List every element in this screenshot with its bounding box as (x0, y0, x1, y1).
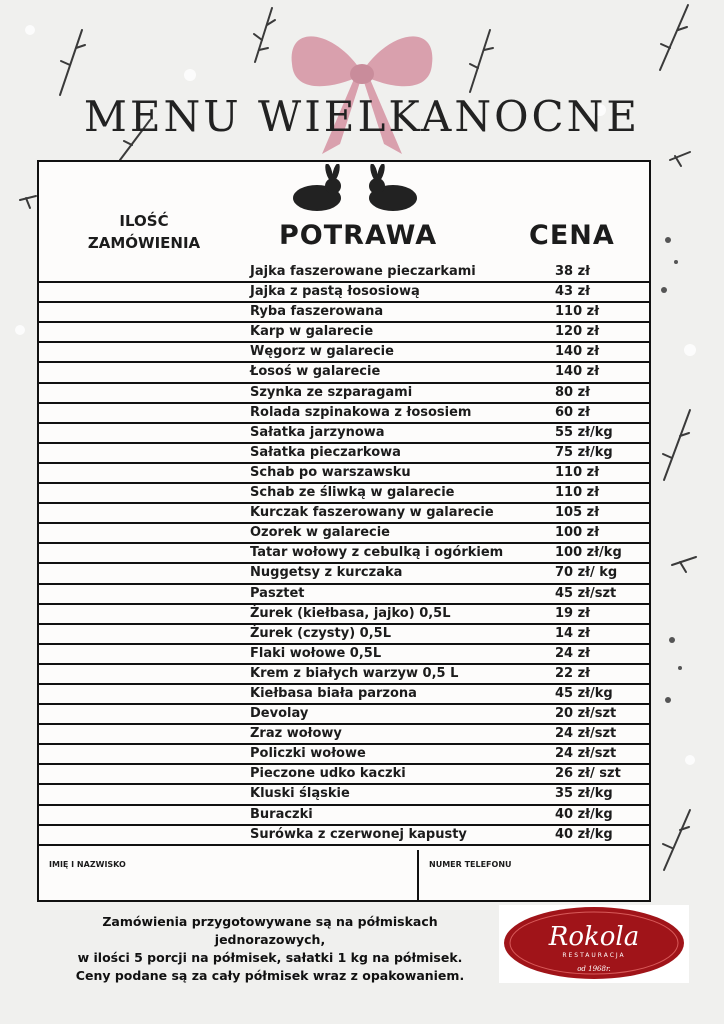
dish-name: Kluski śląskie (250, 786, 350, 802)
dish-price: 24 zł/szt (555, 746, 617, 762)
note-line: Zamówienia przygotowywane są na półmiskach (102, 914, 438, 929)
dish-price: 20 zł/szt (555, 706, 617, 722)
note-line: Ceny podane są za cały półmisek wraz z opakowaniem. (75, 968, 465, 983)
dish-price: 19 zł (555, 605, 591, 621)
table-row (39, 625, 649, 645)
dish-price: 140 zł (555, 344, 600, 360)
table-row (39, 424, 649, 444)
dish-price: 100 zł/kg (555, 545, 622, 561)
dish-price: 45 zł/kg (555, 685, 613, 701)
dish-name: Tatar wołowy z cebulką i ogórkiem (250, 545, 504, 561)
dish-name: Schab ze śliwką w galarecie (250, 485, 455, 501)
dish-name: Policzki wołowe (250, 746, 366, 762)
menu-table (39, 263, 649, 846)
dish-name: Devolay (250, 706, 309, 722)
dish-name: Karp w galarecie (250, 324, 374, 340)
dish-price: 40 zł/kg (555, 826, 613, 842)
dish-name: Ryba faszerowana (250, 304, 384, 320)
table-row (39, 765, 649, 785)
dish-name: Surówka z czerwonej kapusty (250, 826, 467, 842)
table-row (39, 745, 649, 765)
bunny-icon (289, 164, 347, 212)
dish-name: Buraczki (250, 806, 313, 822)
dish-name: Żurek (czysty) 0,5L (250, 625, 391, 641)
order-note (40, 913, 500, 985)
dish-price: 38 zł (555, 264, 591, 279)
dish-name: Węgorz w galarecie (250, 344, 394, 360)
table-row (39, 605, 649, 625)
table-row (39, 645, 649, 665)
dish-price: 75 zł/kg (555, 444, 613, 460)
dish-price: 80 zł (555, 384, 591, 400)
table-row (39, 323, 649, 343)
table-row (39, 444, 649, 464)
dish-price: 60 zł (555, 404, 591, 420)
dish-name: Sałatka jarzynowa (250, 424, 385, 440)
table-row (39, 564, 649, 584)
menu-sheet (37, 160, 651, 902)
dish-price: 43 zł (555, 284, 591, 300)
dish-name: Flaki wołowe 0,5L (250, 645, 382, 661)
table-row (39, 785, 649, 805)
dish-price: 140 zł (555, 364, 600, 380)
dish-price: 24 zł (555, 645, 591, 661)
note-line: w ilości 5 porcji na półmisek, sałatki 1 kg na półmisek. (77, 950, 463, 965)
dish-price: 105 zł (555, 505, 600, 521)
quantity-column-header: ILOŚĆ ZAMÓWIENIA (87, 212, 201, 252)
dish-name: Ozorek w galarecie (250, 525, 390, 541)
table-row (39, 705, 649, 725)
dish-price: 24 zł/szt (555, 726, 617, 742)
dish-name: Kiełbasa biała parzona (250, 685, 417, 701)
page-title: MENU WIELKANOCNE (83, 92, 641, 141)
dish-price: 100 zł (555, 525, 600, 541)
dish-price: 40 zł/kg (555, 806, 613, 822)
phone-field-label: NUMER TELEFONU (429, 860, 512, 869)
dish-column-header: POTRAWA (279, 220, 438, 251)
dish-name: Łosoś w galarecie (250, 364, 381, 380)
dish-name: Rolada szpinakowa z łososiem (250, 404, 472, 420)
dish-name: Jajka faszerowane pieczarkami (250, 264, 476, 279)
note-line: jednorazowych, (214, 932, 326, 947)
table-row (39, 806, 649, 826)
table-row (39, 283, 649, 303)
dish-price: 22 zł (555, 665, 591, 681)
dish-name: Żurek (kiełbasa, jajko) 0,5L (250, 605, 451, 621)
price-column-header: CENA (529, 220, 615, 251)
table-row (39, 343, 649, 363)
table-row (39, 725, 649, 745)
dish-price: 14 zł (555, 625, 591, 641)
table-row (39, 685, 649, 705)
dish-name: Szynka ze szparagami (250, 384, 413, 400)
dish-price: 110 zł (555, 464, 600, 480)
dish-price: 110 zł (555, 485, 600, 501)
table-row (39, 524, 649, 544)
table-row (39, 544, 649, 564)
table-row (39, 263, 649, 283)
dish-name: Zraz wołowy (250, 726, 342, 742)
dish-name: Pieczone udko kaczki (250, 766, 406, 782)
table-row (39, 484, 649, 504)
dish-price: 110 zł (555, 304, 600, 320)
order-form (39, 850, 649, 900)
dish-price: 70 zł/ kg (555, 565, 618, 581)
table-row (39, 826, 649, 846)
dish-price: 35 zł/kg (555, 786, 613, 802)
table-row (39, 303, 649, 323)
dish-name: Schab po warszawsku (250, 464, 411, 480)
dish-name: Sałatka pieczarkowa (250, 444, 401, 460)
logo-since: od 1968r. (577, 965, 611, 973)
bunny-icon (363, 164, 421, 212)
table-row (39, 504, 649, 524)
dish-name: Jajka z pastą łososiową (250, 284, 420, 300)
logo-tagline: RESTAURACJA (562, 952, 626, 959)
dish-price: 45 zł/szt (555, 585, 617, 601)
table-row (39, 585, 649, 605)
dish-name: Kurczak faszerowany w galarecie (250, 505, 494, 521)
dish-price: 120 zł (555, 324, 600, 340)
dish-price: 26 zł/ szt (555, 766, 621, 782)
dish-name: Pasztet (250, 585, 305, 601)
logo-name: Rokola (548, 922, 640, 952)
table-row (39, 363, 649, 383)
dish-name: Krem z białych warzyw 0,5 L (250, 665, 459, 681)
form-divider (417, 850, 419, 900)
table-row (39, 384, 649, 404)
table-row (39, 464, 649, 484)
dish-price: 55 zł/kg (555, 424, 613, 440)
dish-name: Nuggetsy z kurczaka (250, 565, 403, 581)
name-field-label: IMIĘ I NAZWISKO (49, 860, 126, 869)
table-row (39, 404, 649, 424)
table-row (39, 665, 649, 685)
restaurant-logo (499, 905, 689, 983)
